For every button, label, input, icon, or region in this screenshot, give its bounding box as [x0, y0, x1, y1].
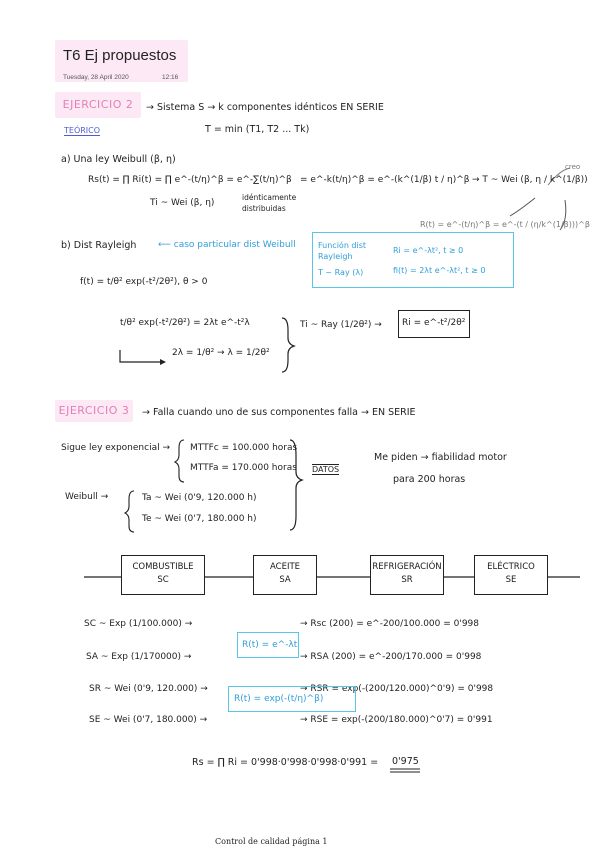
ex2-b-arrow: ⟵ caso particular dist Weibull [158, 240, 296, 250]
teorico-label: TEÓRICO [64, 126, 101, 135]
row-sr-rhs: → RSR = exp(-(200/120.000)^0'9) = 0'998 [300, 684, 494, 694]
row-sc-rhs: → Rsc (200) = e^-200/100.000 = 0'998 [300, 619, 480, 629]
row-sa-lhs: SA ~ Exp (1/170000) → [86, 652, 192, 662]
page-footer: Control de calidad página 1 [215, 837, 328, 846]
brace-datos [290, 440, 302, 530]
final-product: Rs = ∏ Ri = 0'998·0'998·0'998·0'991 = [192, 757, 379, 768]
rayleigh-box-r: Ri = e^-λt², t ≥ 0 [393, 246, 464, 255]
ex2-creo: creo [565, 163, 581, 171]
block-code: SA [279, 575, 291, 585]
rayleigh-box-f: fi(t) = 2λt e^-λt², t ≥ 0 [393, 266, 486, 275]
row-sr-lhs: SR ~ Wei (0'9, 120.000) → [89, 684, 208, 694]
ex2-b-title: b) Dist Rayleigh [61, 240, 137, 251]
ex2-a-r2: R(t) = e^-(t/η)^β = e^-(t / (η/k^(1/β)))^β [420, 220, 590, 229]
block-name: REFRIGERACIÓN [372, 562, 442, 572]
curved-arrow-1 [510, 198, 535, 216]
row-sc-lhs: SC ~ Exp (1/100.000) → [84, 619, 193, 629]
ex2-b-eq1: t/θ² exp(-t²/2θ²) = 2λt e^-t²λ [120, 318, 250, 328]
rayleigh-box-title: Función dist Rayleigh [318, 241, 367, 261]
ex3-mttf-a: MTTFa = 170.000 horas [190, 463, 297, 473]
brace-ex2 [282, 318, 294, 372]
exp-formula: R(t) = e^-λt [242, 640, 298, 650]
ex2-a-ti: Ti ~ Wei (β, η) [150, 198, 215, 208]
ex2-b-concl: Ti ~ Ray (1/2θ²) → [300, 320, 382, 330]
ex3-pide-1: Me piden → fiabilidad motor [374, 452, 507, 463]
page-time: 12:16 [162, 74, 179, 81]
ex3-datos: DATOS [312, 465, 340, 474]
block-name: COMBUSTIBLE [132, 562, 194, 572]
page-date: Tuesday, 28 April 2020 [63, 74, 129, 81]
ex3-mttf-c: MTTFc = 100.000 horas [190, 443, 298, 453]
row-se-lhs: SE ~ Wei (0'7, 180.000) → [89, 715, 208, 725]
page-title: T6 Ej propuestos [63, 47, 177, 64]
ex2-b-boxed: Ri = e^-t²/2θ² [402, 318, 466, 328]
block-code: SR [401, 575, 413, 585]
ex2-label: EJERCICIO 2 [62, 98, 134, 111]
ex3-wei-a: Ta ~ Wei (0'9, 120.000 h) [142, 493, 257, 503]
rayleigh-box-dist: T ~ Ray (λ) [318, 268, 364, 277]
ex3-pide-2: para 200 horas [393, 474, 466, 485]
arrow-l-shape [120, 350, 160, 362]
ex2-b-eq2: 2λ = 1/θ² → λ = 1/2θ² [172, 348, 270, 358]
block-electrico [474, 555, 548, 595]
row-sa-rhs: → RSA (200) = e^-200/170.000 = 0'998 [300, 652, 482, 662]
final-result: 0'975 [392, 756, 419, 767]
block-name: ELÉCTRICO [487, 562, 535, 572]
ex2-a-title: a) Una ley Weibull (β, η) [61, 154, 176, 165]
ex2-b-ft: f(t) = t/θ² exp(-t²/2θ²), θ > 0 [80, 277, 208, 287]
weibull-formula: R(t) = exp(-(t/η)^β) [234, 694, 324, 704]
ex3-statement: → Falla cuando uno de sus componentes falla → EN SERIE [142, 407, 416, 418]
ex2-a-rs: Rs(t) = ∏ Ri(t) = ∏ e^-(t/η)^β = e^-∑(t/η)^β [88, 175, 292, 185]
block-name: ACEITE [269, 562, 301, 572]
ex3-label: EJERCICIO 3 [58, 404, 130, 417]
ex2-tmin: T = min (T1, T2 ... Tk) [205, 124, 310, 135]
arrow-head [160, 359, 166, 365]
block-combustible [121, 555, 205, 595]
block-refrigeracion [370, 555, 444, 595]
brace-mttf [175, 440, 184, 482]
block-aceite [253, 555, 317, 595]
row-se-rhs: → RSE = exp(-(200/180.000)^0'7) = 0'991 [300, 715, 493, 725]
ex2-a-result: → T ~ Wei (β, η / k^(1/β)) [472, 175, 588, 185]
brace-weibull [125, 491, 134, 532]
ex2-a-note: idénticamente distribuidas [242, 193, 297, 213]
ex2-statement: → Sistema S → k componentes idénticos EN SERIE [146, 102, 384, 113]
ex2-a-rhs: = e^-k(t/η)^β = e^-(k^(1/β) t / η)^β [300, 175, 470, 185]
ex3-weibull-label: Weibull → [65, 492, 109, 502]
block-code: SE [505, 575, 517, 585]
ex3-exp-label: Sigue ley exponencial → [61, 443, 170, 453]
block-code: SC [157, 575, 169, 585]
ex3-wei-e: Te ~ Wei (0'7, 180.000 h) [142, 514, 257, 524]
